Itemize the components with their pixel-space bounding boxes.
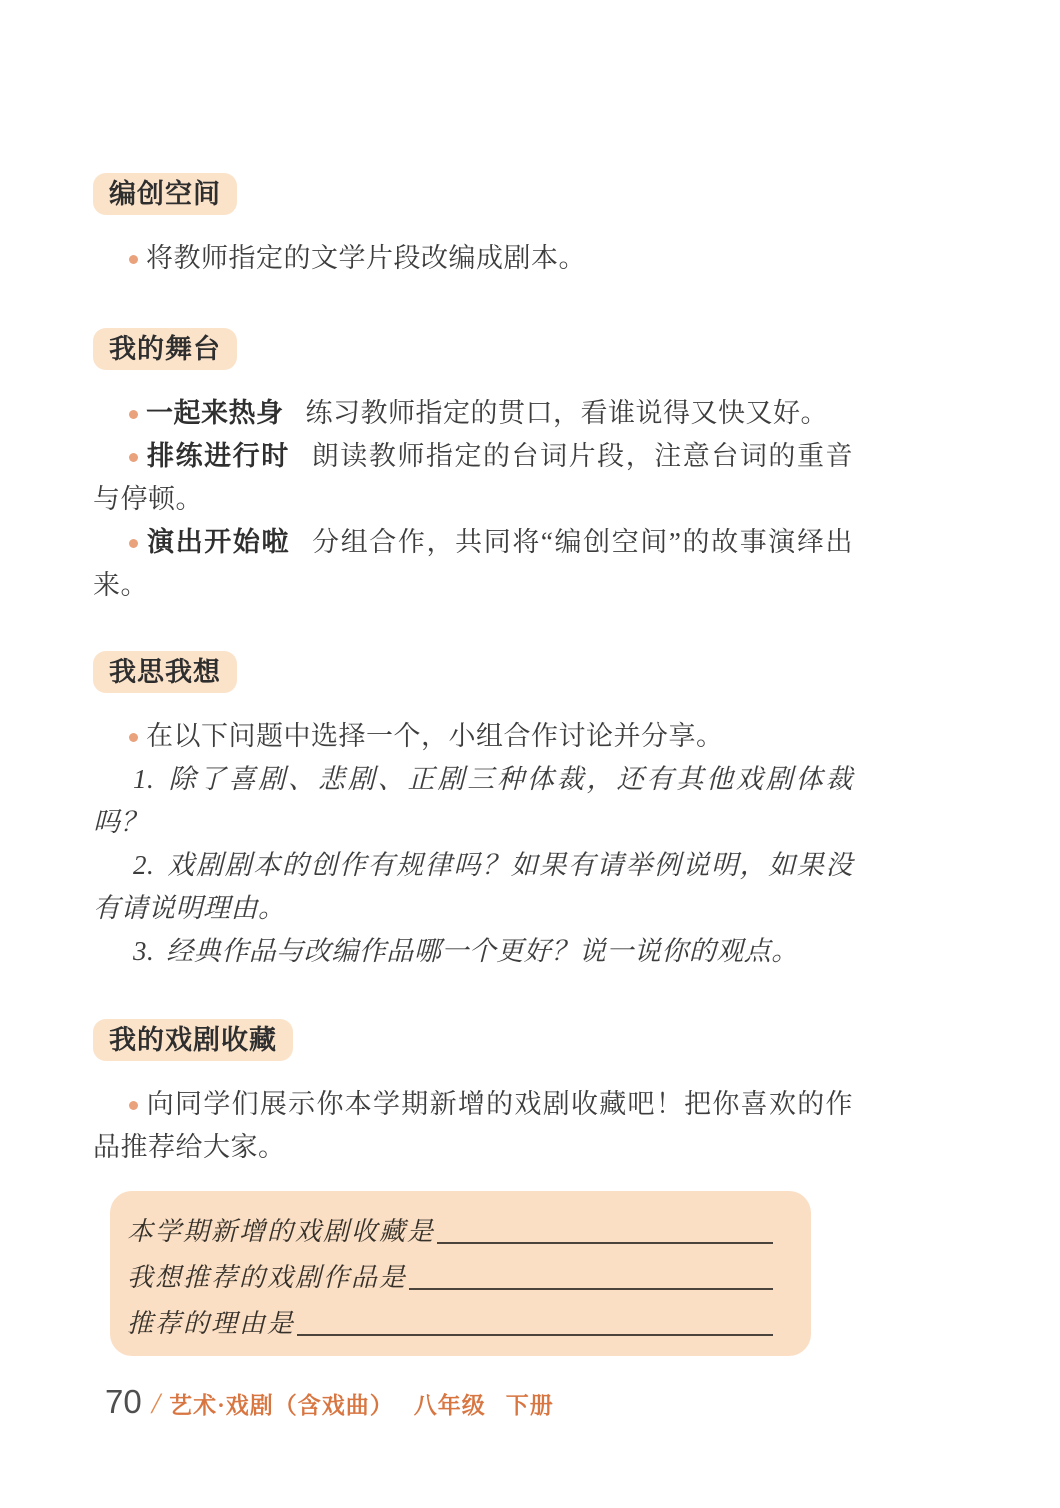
fill-label: 推荐的理由是 [127,1309,296,1338]
fill-label: 本学期新增的戏剧收藏是 [127,1217,436,1246]
blank-line [297,1334,773,1336]
bullet-dot-icon [129,539,138,548]
section-heading-pill: 编创空间 [93,173,237,215]
fill-row-recommend-work [127,1253,773,1299]
bullet-text: 朗读教师指定的台词片段，注意台词的重音与停顿。 [93,441,853,514]
blank-line [437,1242,773,1244]
bullet-dot-icon [129,255,138,264]
fill-row-reason [127,1299,773,1345]
section-heading-row [93,651,853,693]
bullet-item [93,392,853,435]
bullet-dot-icon [129,733,138,742]
page-footer [105,1383,554,1421]
section-my-stage [93,328,853,607]
bullet-text: 在以下问题中选择一个，小组合作讨论并分享。 [146,721,724,751]
item-number: 2. [133,850,155,880]
activity-label: 排练进行时 [146,441,290,471]
activity-label: 一起来热身 [146,398,284,428]
bullet-dot-icon [129,453,138,462]
fill-in-box [110,1191,811,1356]
section-heading-row [93,1019,853,1061]
page-content [93,0,853,1356]
section-heading-pill: 我思我想 [93,651,237,693]
section-heading-row [93,328,853,370]
page-number: 70 [105,1383,142,1420]
blank-line [409,1288,773,1290]
bullet-dot-icon [129,1101,138,1110]
bullet-item [93,237,853,280]
numbered-item [93,930,853,973]
bullet-item [93,521,853,607]
bullet-text: 练习教师指定的贯口，看谁说得又快又好。 [305,398,828,428]
bullet-item [93,435,853,521]
numbered-item [93,758,853,844]
item-text: 经典作品与改编作品哪一个更好？说一说你的观点。 [166,936,799,966]
item-number: 1. [133,764,155,794]
volume-label: 下册 [505,1393,554,1418]
numbered-item [93,844,853,930]
footer-slash: / [151,1387,161,1420]
section-my-thoughts [93,651,853,973]
section-creation-space [93,173,853,280]
bullet-item [93,715,853,758]
fill-row-collection [127,1207,773,1253]
bullet-dot-icon [129,410,138,419]
item-text: 戏剧剧本的创作有规律吗？如果有请举例说明，如果没有请说明理由。 [93,850,853,923]
section-heading-pill: 我的戏剧收藏 [93,1019,293,1061]
section-heading-row [93,173,853,215]
activity-label: 演出开始啦 [146,527,291,557]
bullet-item [93,1083,853,1169]
bullet-text: 向同学们展示你本学期新增的戏剧收藏吧！把你喜欢的作品推荐给大家。 [93,1089,853,1162]
book-series-title: 艺术·戏剧（含戏曲） [169,1393,394,1418]
fill-label: 我想推荐的戏剧作品是 [127,1263,408,1292]
item-text: 除了喜剧、悲剧、正剧三种体裁，还有其他戏剧体裁吗？ [93,764,853,837]
bullet-text: 分组合作，共同将“编创空间”的故事演绎出来。 [93,527,854,600]
grade-label: 八年级 [413,1393,486,1418]
item-number: 3. [133,936,155,966]
section-heading-pill: 我的舞台 [93,328,237,370]
bullet-text: 将教师指定的文学片段改编成剧本。 [146,243,586,273]
section-drama-collection [93,1019,853,1356]
